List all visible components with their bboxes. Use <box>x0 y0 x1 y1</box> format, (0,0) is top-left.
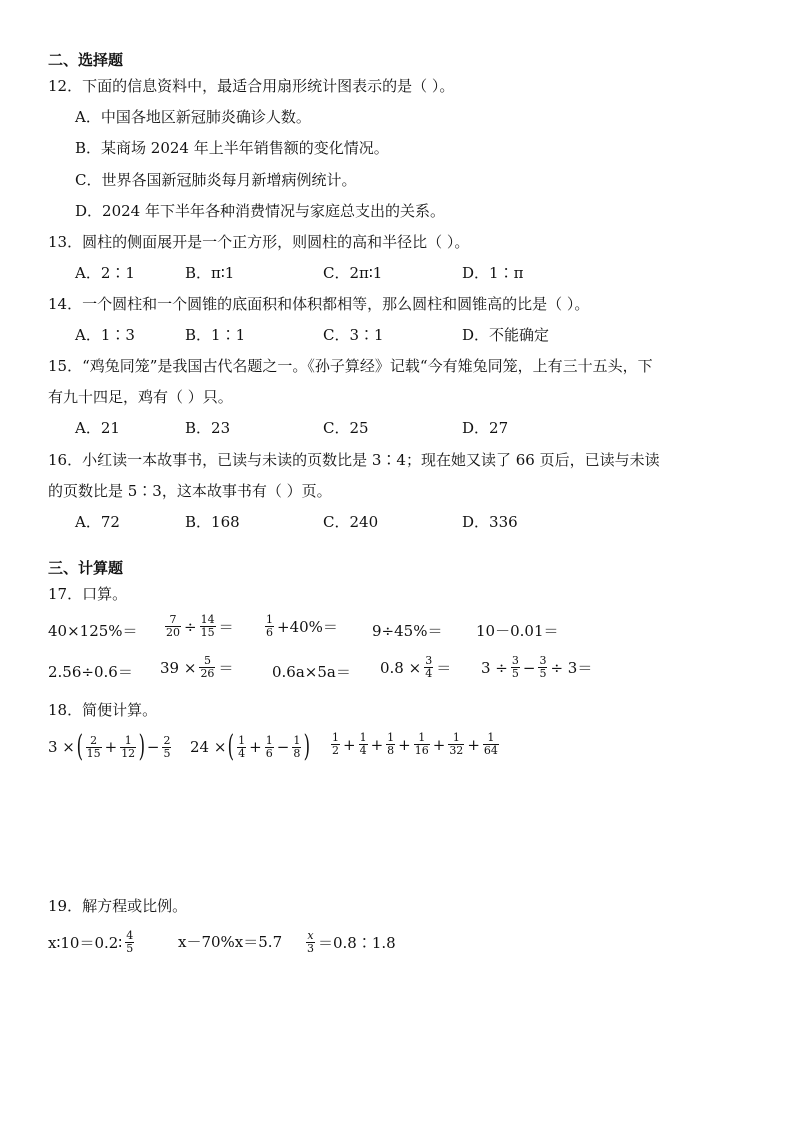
q16-option-d: D．336 <box>462 513 518 531</box>
fraction <box>165 614 181 639</box>
q12-option-b: B．某商场 2024 年上半年销售额的变化情况。 <box>75 139 389 157</box>
fraction <box>265 735 274 760</box>
numerator: 7 <box>165 614 181 627</box>
fraction <box>424 655 433 680</box>
q14-option-b: B．1∶1 <box>185 326 246 344</box>
denominator: 8 <box>387 744 395 757</box>
operator: + <box>432 735 446 754</box>
q15-option-b: B．23 <box>185 419 231 437</box>
denominator: 32 <box>449 744 464 757</box>
operator: + <box>249 738 262 756</box>
fraction <box>199 655 215 680</box>
fraction <box>538 655 547 680</box>
q17-expr-1: 40×125%＝ <box>48 622 138 640</box>
denominator: 2 <box>332 744 339 757</box>
numerator: 1 <box>120 735 136 748</box>
fraction <box>331 732 340 757</box>
fraction <box>120 735 136 760</box>
denominator: 15 <box>200 626 215 639</box>
equals: ＝ <box>218 658 234 677</box>
operator: + <box>343 735 356 754</box>
fraction <box>511 655 520 680</box>
fraction <box>200 614 216 639</box>
operator: + <box>398 735 411 754</box>
expr-pre: 39 × <box>160 658 197 677</box>
numerator: 3 <box>425 654 433 667</box>
expr-pre: 24 × <box>190 738 227 756</box>
denominator: 5 <box>539 667 547 680</box>
q14-option-d: D．不能确定 <box>462 326 550 344</box>
denominator: 5 <box>126 942 134 955</box>
q16-option-a: A．72 <box>75 513 120 531</box>
section-2-title: 二、选择题 <box>48 51 124 69</box>
q18-stem: 18．简便计算。 <box>48 701 158 719</box>
expr-pre: 3 ÷ <box>481 658 508 677</box>
numerator: 14 <box>200 613 215 626</box>
q15-stem-line1: 15．“鸡兔同笼”是我国古代名题之一。《孙子算经》记载“今有雉兔同笼，上有三十五头，下 <box>48 357 653 375</box>
denominator: 4 <box>359 744 367 757</box>
numerator: 1 <box>293 733 301 747</box>
q18-expr-3 <box>330 732 500 757</box>
expr-post: ÷ 3＝ <box>550 658 593 677</box>
q19-expr-1 <box>48 930 135 955</box>
denominator: 6 <box>266 626 273 639</box>
fraction <box>306 930 315 955</box>
numerator: 1 <box>414 732 430 745</box>
expr-pre: x∶10＝0.2∶ <box>48 933 123 952</box>
expr-rest: +40%＝ <box>277 617 338 636</box>
q12-option-a: A．中国各地区新冠肺炎确诊人数。 <box>75 108 311 126</box>
q14-option-c: C．3∶1 <box>323 326 384 344</box>
equals: ＝ <box>218 617 234 636</box>
q19-expr-2: x－70%x＝5.7 <box>178 933 283 951</box>
q13-option-a: A．2∶1 <box>75 264 135 282</box>
operator: + <box>370 735 384 754</box>
fraction <box>265 614 274 639</box>
q13-stem: 13．圆柱的侧面展开是一个正方形，则圆柱的高和半径比（ ）。 <box>48 233 470 251</box>
fraction <box>292 735 301 760</box>
q17-expr-3 <box>264 614 338 639</box>
expr-post: ＝0.8∶1.8 <box>318 933 396 952</box>
q16-option-c: C．240 <box>323 513 379 531</box>
operator: + <box>104 738 118 756</box>
q16-stem-line1: 16．小红读一本故事书，已读与未读的页数比是 3∶4；现在她又读了 66 页后，已读与未读 <box>48 451 660 469</box>
left-paren: ( <box>76 729 83 764</box>
denominator: 5 <box>163 746 171 760</box>
q15-option-d: D．27 <box>462 419 509 437</box>
fraction <box>86 735 102 760</box>
q16-stem-line2: 的页数比是 5∶3，这本故事书有（ ）页。 <box>48 482 332 500</box>
q17-expr-9 <box>380 655 451 680</box>
right-paren: ) <box>138 729 146 764</box>
numerator: 4 <box>126 929 134 942</box>
numerator: 1 <box>266 613 273 626</box>
operator: + <box>467 735 480 754</box>
numerator: 2 <box>86 735 102 748</box>
q15-option-a: A．21 <box>75 419 120 437</box>
fraction <box>162 735 171 760</box>
fraction <box>448 732 464 757</box>
fraction <box>386 732 395 757</box>
numerator: 3 <box>539 654 547 667</box>
fraction <box>359 732 368 757</box>
numerator: 1 <box>483 732 499 745</box>
numerator: 1 <box>265 733 273 747</box>
expr-pre: 0.8 × <box>380 658 422 677</box>
expr-pre: 3 × <box>48 738 75 756</box>
q17-expr-8: 0.6a×5a＝ <box>272 663 351 681</box>
operator: − <box>146 738 160 756</box>
q14-option-a: A．1∶3 <box>75 326 135 344</box>
numerator: 1 <box>359 731 367 744</box>
q13-option-c: C．2π∶1 <box>323 264 383 282</box>
denominator: 5 <box>511 667 519 680</box>
fraction <box>237 735 246 760</box>
numerator: x <box>307 929 314 942</box>
numerator: 2 <box>163 733 171 747</box>
denominator: 3 <box>307 942 314 955</box>
q19-expr-3 <box>305 930 396 955</box>
denominator: 64 <box>483 744 498 757</box>
denominator: 26 <box>200 667 215 680</box>
numerator: 1 <box>387 731 395 744</box>
operator: − <box>522 658 536 677</box>
q12-option-d: D．2024 年下半年各种消费情况与家庭总支出的关系。 <box>75 202 445 220</box>
fraction <box>483 732 499 757</box>
q13-option-b: B．π∶1 <box>185 264 235 282</box>
numerator: 1 <box>332 731 339 744</box>
denominator: 6 <box>265 746 273 760</box>
fraction <box>414 732 430 757</box>
q16-option-b: B．168 <box>185 513 240 531</box>
q17-stem: 17．口算。 <box>48 585 128 603</box>
denominator: 12 <box>121 746 136 760</box>
q17-expr-5: 10－0.01＝ <box>476 622 559 640</box>
fraction <box>125 930 134 955</box>
q15-option-c: C．25 <box>323 419 369 437</box>
q17-expr-10 <box>481 655 592 680</box>
q12-option-c: C．世界各国新冠肺炎每月新增病例统计。 <box>75 171 357 189</box>
q17-expr-4: 9÷45%＝ <box>372 622 443 640</box>
numerator: 5 <box>199 655 215 668</box>
numerator: 1 <box>448 732 464 745</box>
denominator: 4 <box>238 746 246 760</box>
numerator: 3 <box>511 654 519 667</box>
right-paren: ) <box>303 729 311 764</box>
equals: ＝ <box>436 658 452 677</box>
denominator: 4 <box>425 667 433 680</box>
denominator: 15 <box>86 746 101 760</box>
denominator: 16 <box>414 744 429 757</box>
q17-expr-2 <box>164 614 234 639</box>
q12-stem: 12．下面的信息资料中，最适合用扇形统计图表示的是（ ）。 <box>48 77 455 95</box>
q18-expr-1 <box>48 729 172 764</box>
operator: − <box>276 738 290 756</box>
denominator: 20 <box>166 626 180 639</box>
q18-expr-2 <box>190 729 311 764</box>
operator: ÷ <box>184 617 197 636</box>
q19-stem: 19．解方程或比例。 <box>48 897 188 915</box>
section-3-title: 三、计算题 <box>48 559 124 577</box>
q14-stem: 14．一个圆柱和一个圆锥的底面积和体积都相等，那么圆柱和圆锥高的比是（ ）。 <box>48 295 590 313</box>
q17-expr-6: 2.56÷0.6＝ <box>48 663 133 681</box>
left-paren: ( <box>228 729 235 764</box>
denominator: 8 <box>293 746 301 760</box>
q17-expr-7 <box>160 655 233 680</box>
q15-stem-line2: 有九十四足，鸡有（ ）只。 <box>48 388 233 406</box>
q13-option-d: D．1∶π <box>462 264 524 282</box>
numerator: 1 <box>238 733 246 747</box>
